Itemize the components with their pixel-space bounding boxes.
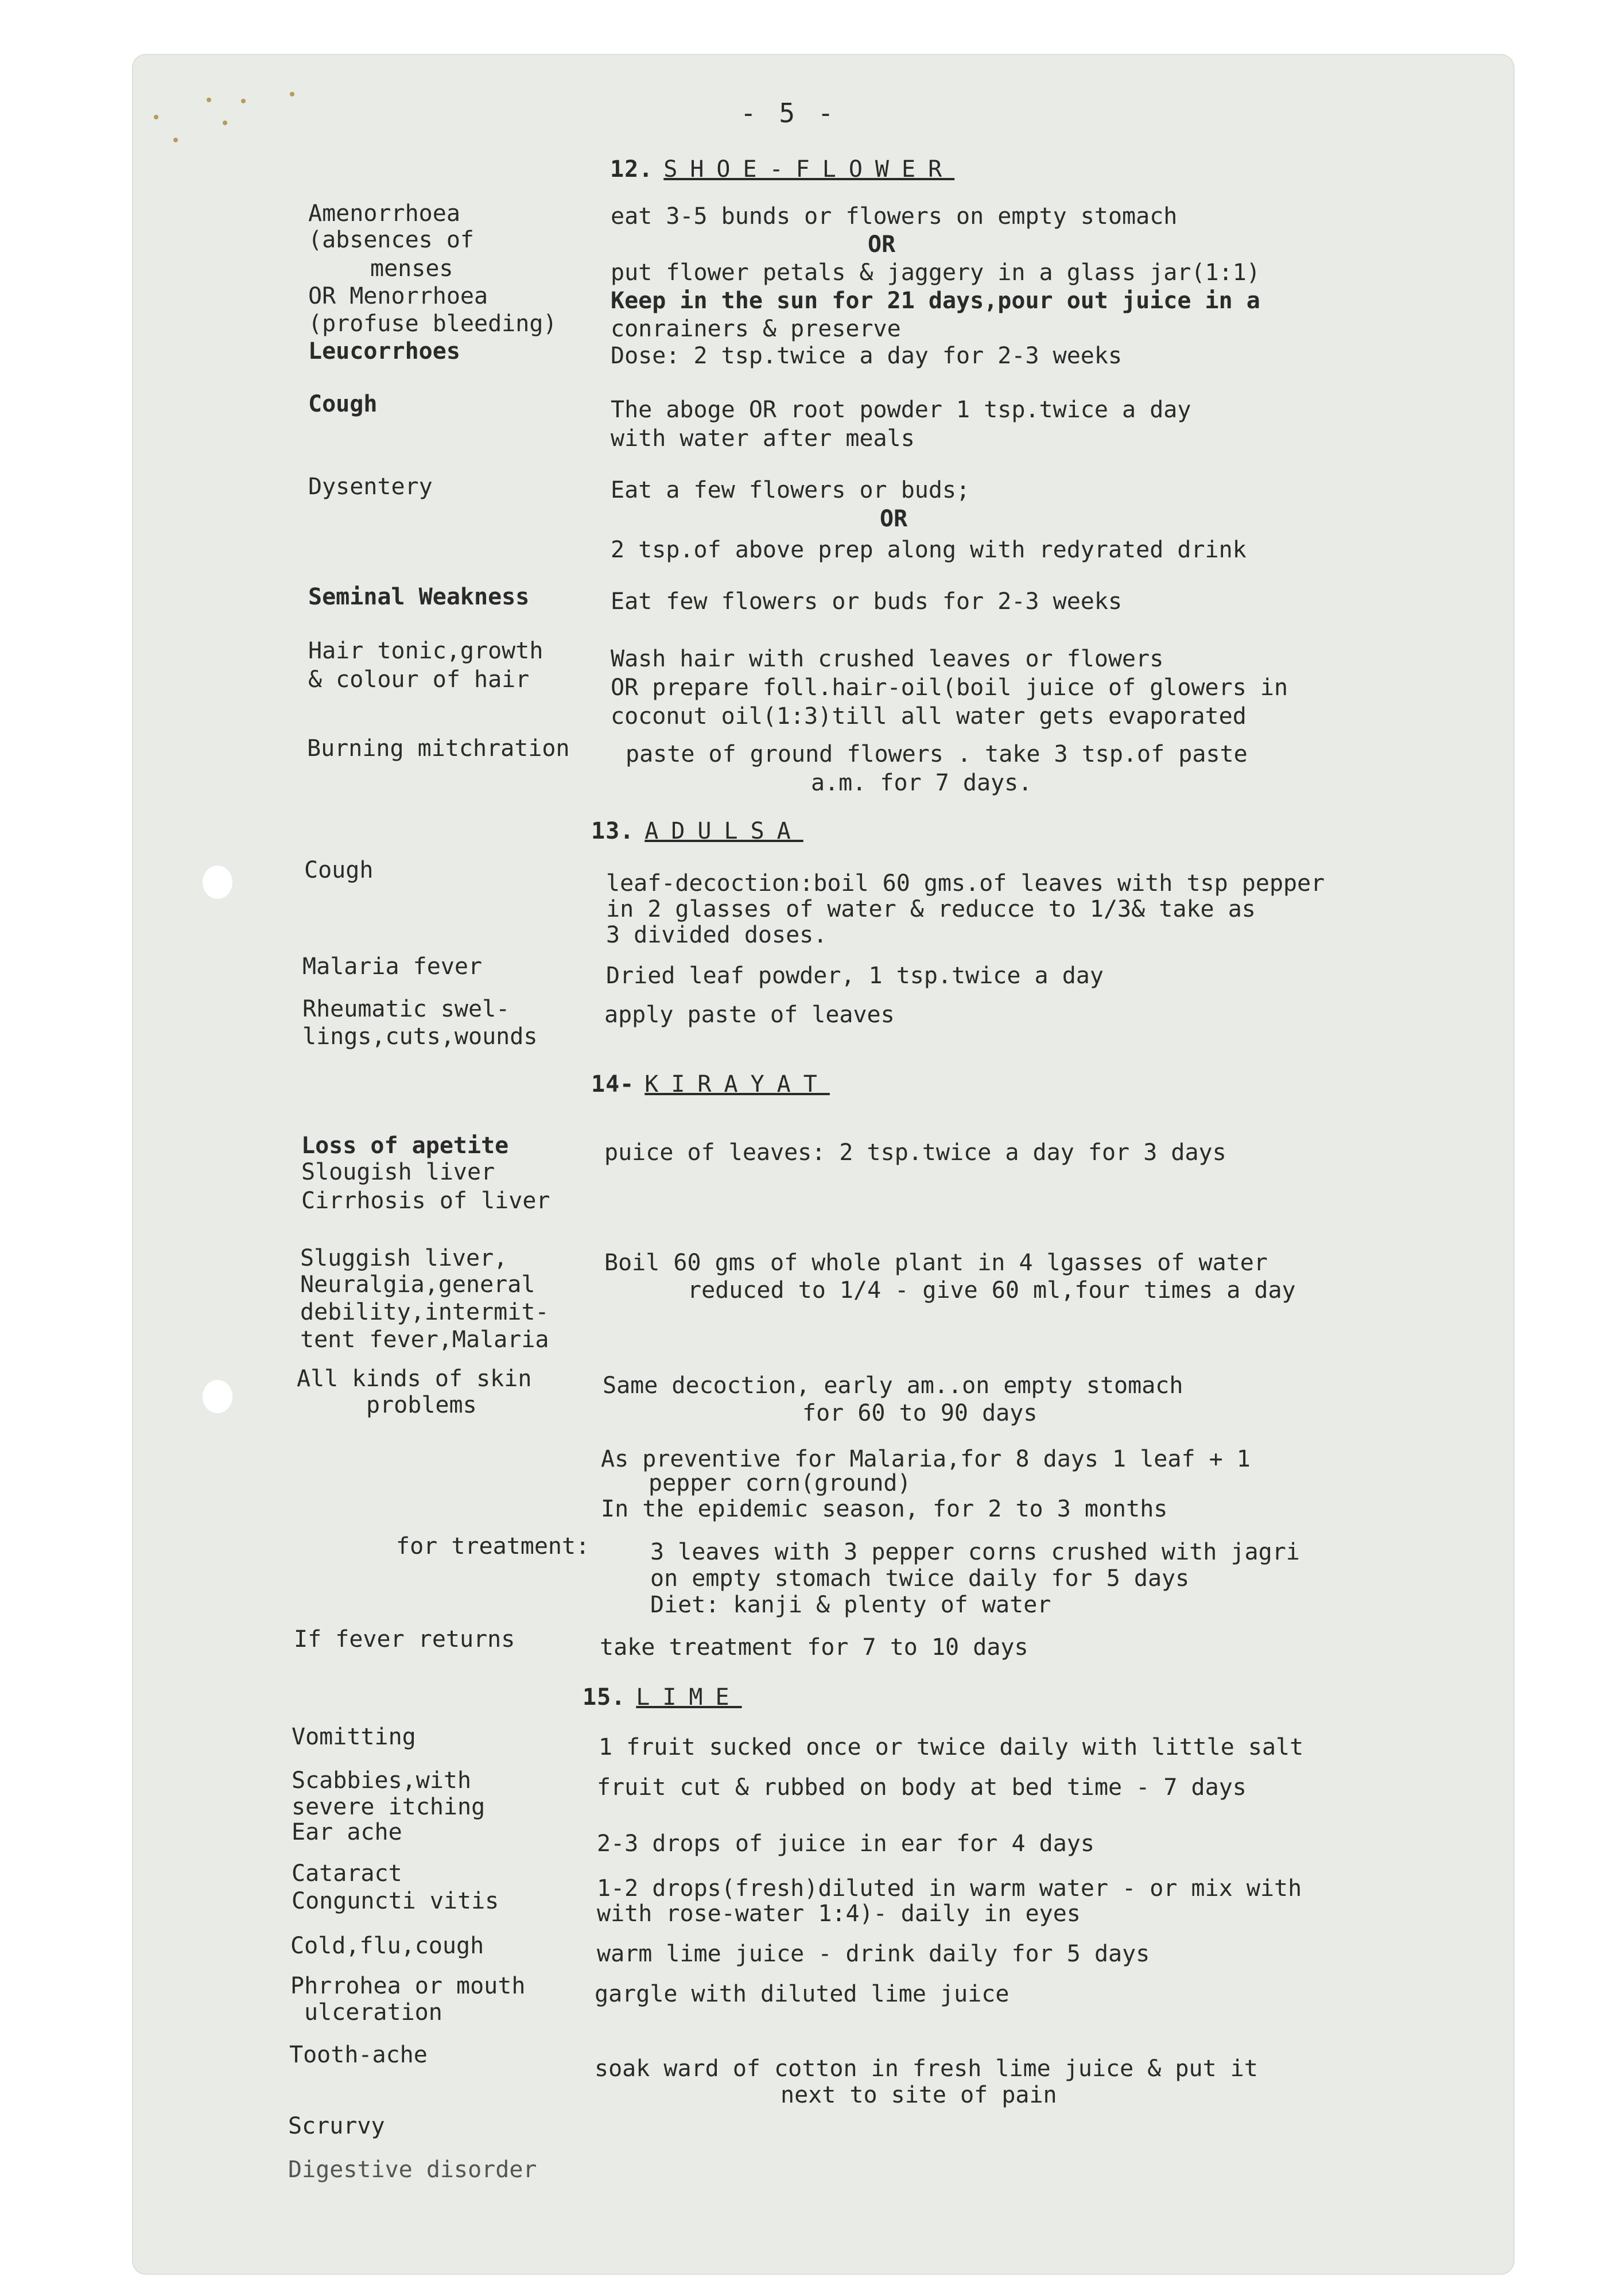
condition-text: severe itching bbox=[292, 1794, 486, 1820]
section-heading: 13. ADULSA bbox=[591, 818, 803, 844]
remedy-text: with rose-water 1:4)- daily in eyes bbox=[597, 1901, 1081, 1927]
remedy-text: puice of leaves: 2 tsp.twice a day for 3 days bbox=[604, 1139, 1226, 1166]
section-heading: 14- KIRAYAT bbox=[591, 1071, 830, 1097]
remedy-text: warm lime juice - drink daily for 5 days bbox=[597, 1941, 1150, 1967]
stain-speck bbox=[207, 98, 211, 102]
remedy-text: Same decoction, early am..on empty stomach bbox=[603, 1372, 1183, 1399]
condition-text: Rheumatic swel- bbox=[302, 996, 510, 1022]
condition-text: Cough bbox=[304, 857, 374, 883]
condition-text: Hair tonic,growth bbox=[308, 638, 543, 664]
condition-text: lings,cuts,wounds bbox=[302, 1023, 538, 1050]
condition-text: Cough bbox=[308, 391, 378, 417]
condition-text: Conguncti vitis bbox=[292, 1888, 499, 1914]
remedy-text: on empty stomach twice daily for 5 days bbox=[650, 1565, 1190, 1592]
remedy-text: 3 leaves with 3 pepper corns crushed with jagri bbox=[650, 1539, 1300, 1565]
condition-text: OR Menorrhoea bbox=[308, 283, 488, 309]
remedy-text: gargle with diluted lime juice bbox=[595, 1981, 1009, 2007]
condition-text: Scrurvy bbox=[288, 2113, 385, 2139]
remedy-text: a.m. for 7 days. bbox=[811, 770, 1032, 796]
condition-text: Digestive disorder bbox=[288, 2157, 537, 2183]
condition-text: Vomitting bbox=[292, 1724, 416, 1750]
condition-text: (profuse bleeding) bbox=[308, 311, 557, 337]
remedy-text: in 2 glasses of water & reducce to 1/3& take as bbox=[606, 896, 1256, 922]
condition-text: tent fever,Malaria bbox=[300, 1327, 549, 1353]
condition-text: Scabbies,with bbox=[292, 1767, 472, 1794]
section-heading: 12. SHOE-FLOWER bbox=[610, 156, 955, 183]
remedy-text: eat 3-5 bunds or flowers on empty stomach bbox=[611, 203, 1178, 230]
condition-text: menses bbox=[370, 255, 453, 282]
remedy-text: Eat few flowers or buds for 2-3 weeks bbox=[611, 588, 1123, 615]
page-number: - 5 - bbox=[740, 98, 837, 129]
condition-text: & colour of hair bbox=[308, 666, 530, 693]
remedy-text: Dose: 2 tsp.twice a day for 2-3 weeks bbox=[611, 343, 1123, 369]
remedy-text: The aboge OR root powder 1 tsp.twice a day bbox=[611, 397, 1191, 423]
remedy-text: paste of ground flowers . take 3 tsp.of paste bbox=[626, 741, 1248, 767]
condition-text: Dysentery bbox=[308, 474, 433, 500]
remedy-text: put flower petals & jaggery in a glass jar(1:1) bbox=[611, 259, 1260, 286]
remedy-text: coconut oil(1:3)till all water gets evaporated bbox=[611, 703, 1247, 730]
condition-text: Amenorrhoea bbox=[308, 200, 460, 227]
condition-text: Phrrohea or mouth bbox=[290, 1973, 526, 1999]
condition-text: Tooth-ache bbox=[289, 2042, 428, 2068]
remedy-text: reduced to 1/4 - give 60 ml,four times a day bbox=[688, 1277, 1296, 1304]
remedy-text: soak ward of cotton in fresh lime juice & put it bbox=[595, 2055, 1258, 2082]
remedy-text: for 60 to 90 days bbox=[802, 1400, 1038, 1426]
remedy-text: Eat a few flowers or buds; bbox=[611, 477, 970, 503]
punch-hole-bottom bbox=[203, 1380, 232, 1413]
condition-text: Slougish liver bbox=[301, 1159, 495, 1185]
condition-text: If fever returns bbox=[294, 1626, 515, 1653]
punch-hole-top bbox=[203, 866, 232, 899]
condition-text: debility,intermit- bbox=[300, 1299, 549, 1325]
remedy-text: 1-2 drops(fresh)diluted in warm water - or mix with bbox=[597, 1875, 1302, 1902]
condition-text: Malaria fever bbox=[302, 953, 483, 980]
condition-text: (absences of bbox=[308, 227, 474, 253]
remedy-text: Keep in the sun for 21 days,pour out juice in a bbox=[611, 288, 1260, 314]
stain-speck bbox=[241, 99, 246, 103]
condition-text: Cirrhosis of liver bbox=[301, 1188, 550, 1214]
condition-text: Seminal Weakness bbox=[308, 584, 530, 610]
remedy-text: leaf-decoction:boil 60 gms.of leaves with tsp pepper bbox=[606, 870, 1325, 897]
remedy-text: OR bbox=[868, 231, 896, 258]
condition-text: for treatment: bbox=[396, 1533, 590, 1560]
remedy-text: apply paste of leaves bbox=[604, 1002, 895, 1028]
condition-text: Neuralgia,general bbox=[300, 1271, 535, 1298]
condition-text: Ear ache bbox=[292, 1819, 402, 1845]
stain-speck bbox=[173, 138, 178, 142]
remedy-text: Wash hair with crushed leaves or flowers bbox=[611, 646, 1164, 672]
remedy-text: take treatment for 7 to 10 days bbox=[600, 1634, 1028, 1661]
stain-speck bbox=[223, 121, 227, 125]
remedy-text: conrainers & preserve bbox=[611, 316, 901, 342]
remedy-text: 2 tsp.of above prep along with redyrated drink bbox=[611, 537, 1247, 563]
remedy-text: Dried leaf powder, 1 tsp.twice a day bbox=[606, 963, 1104, 989]
stain-speck bbox=[290, 92, 294, 96]
condition-text: Loss of apetite bbox=[301, 1133, 509, 1159]
stain-speck bbox=[154, 115, 158, 119]
remedy-text: Diet: kanji & plenty of water bbox=[650, 1592, 1051, 1618]
remedy-text: pepper corn(ground) bbox=[649, 1470, 911, 1496]
remedy-text: 2-3 drops of juice in ear for 4 days bbox=[597, 1830, 1094, 1857]
remedy-text: In the epidemic season, for 2 to 3 months bbox=[601, 1496, 1168, 1522]
condition-text: All kinds of skin bbox=[297, 1366, 532, 1392]
remedy-text: fruit cut & rubbed on body at bed time - 7 days bbox=[597, 1774, 1247, 1801]
condition-text: Cataract bbox=[292, 1860, 402, 1887]
condition-text: problems bbox=[366, 1392, 477, 1418]
condition-text: Sluggish liver, bbox=[300, 1245, 508, 1271]
condition-text: ulceration bbox=[304, 1999, 442, 2026]
remedy-text: 1 fruit sucked once or twice daily with little salt bbox=[599, 1734, 1304, 1760]
remedy-text: with water after meals bbox=[611, 425, 915, 452]
remedy-text: 3 divided doses. bbox=[606, 922, 828, 948]
condition-text: Cold,flu,cough bbox=[290, 1933, 484, 1959]
condition-text: Burning mitchration bbox=[307, 735, 570, 762]
remedy-text: next to site of pain bbox=[781, 2082, 1057, 2108]
remedy-text: As preventive for Malaria,for 8 days 1 leaf + 1 bbox=[601, 1446, 1251, 1472]
remedy-text: Boil 60 gms of whole plant in 4 lgasses of water bbox=[604, 1250, 1268, 1276]
section-heading: 15. LIME bbox=[583, 1684, 742, 1711]
remedy-text: OR prepare foll.hair-oil(boil juice of glowers in bbox=[611, 674, 1288, 701]
condition-text: Leucorrhoes bbox=[308, 338, 460, 364]
remedy-text: OR bbox=[880, 506, 908, 532]
